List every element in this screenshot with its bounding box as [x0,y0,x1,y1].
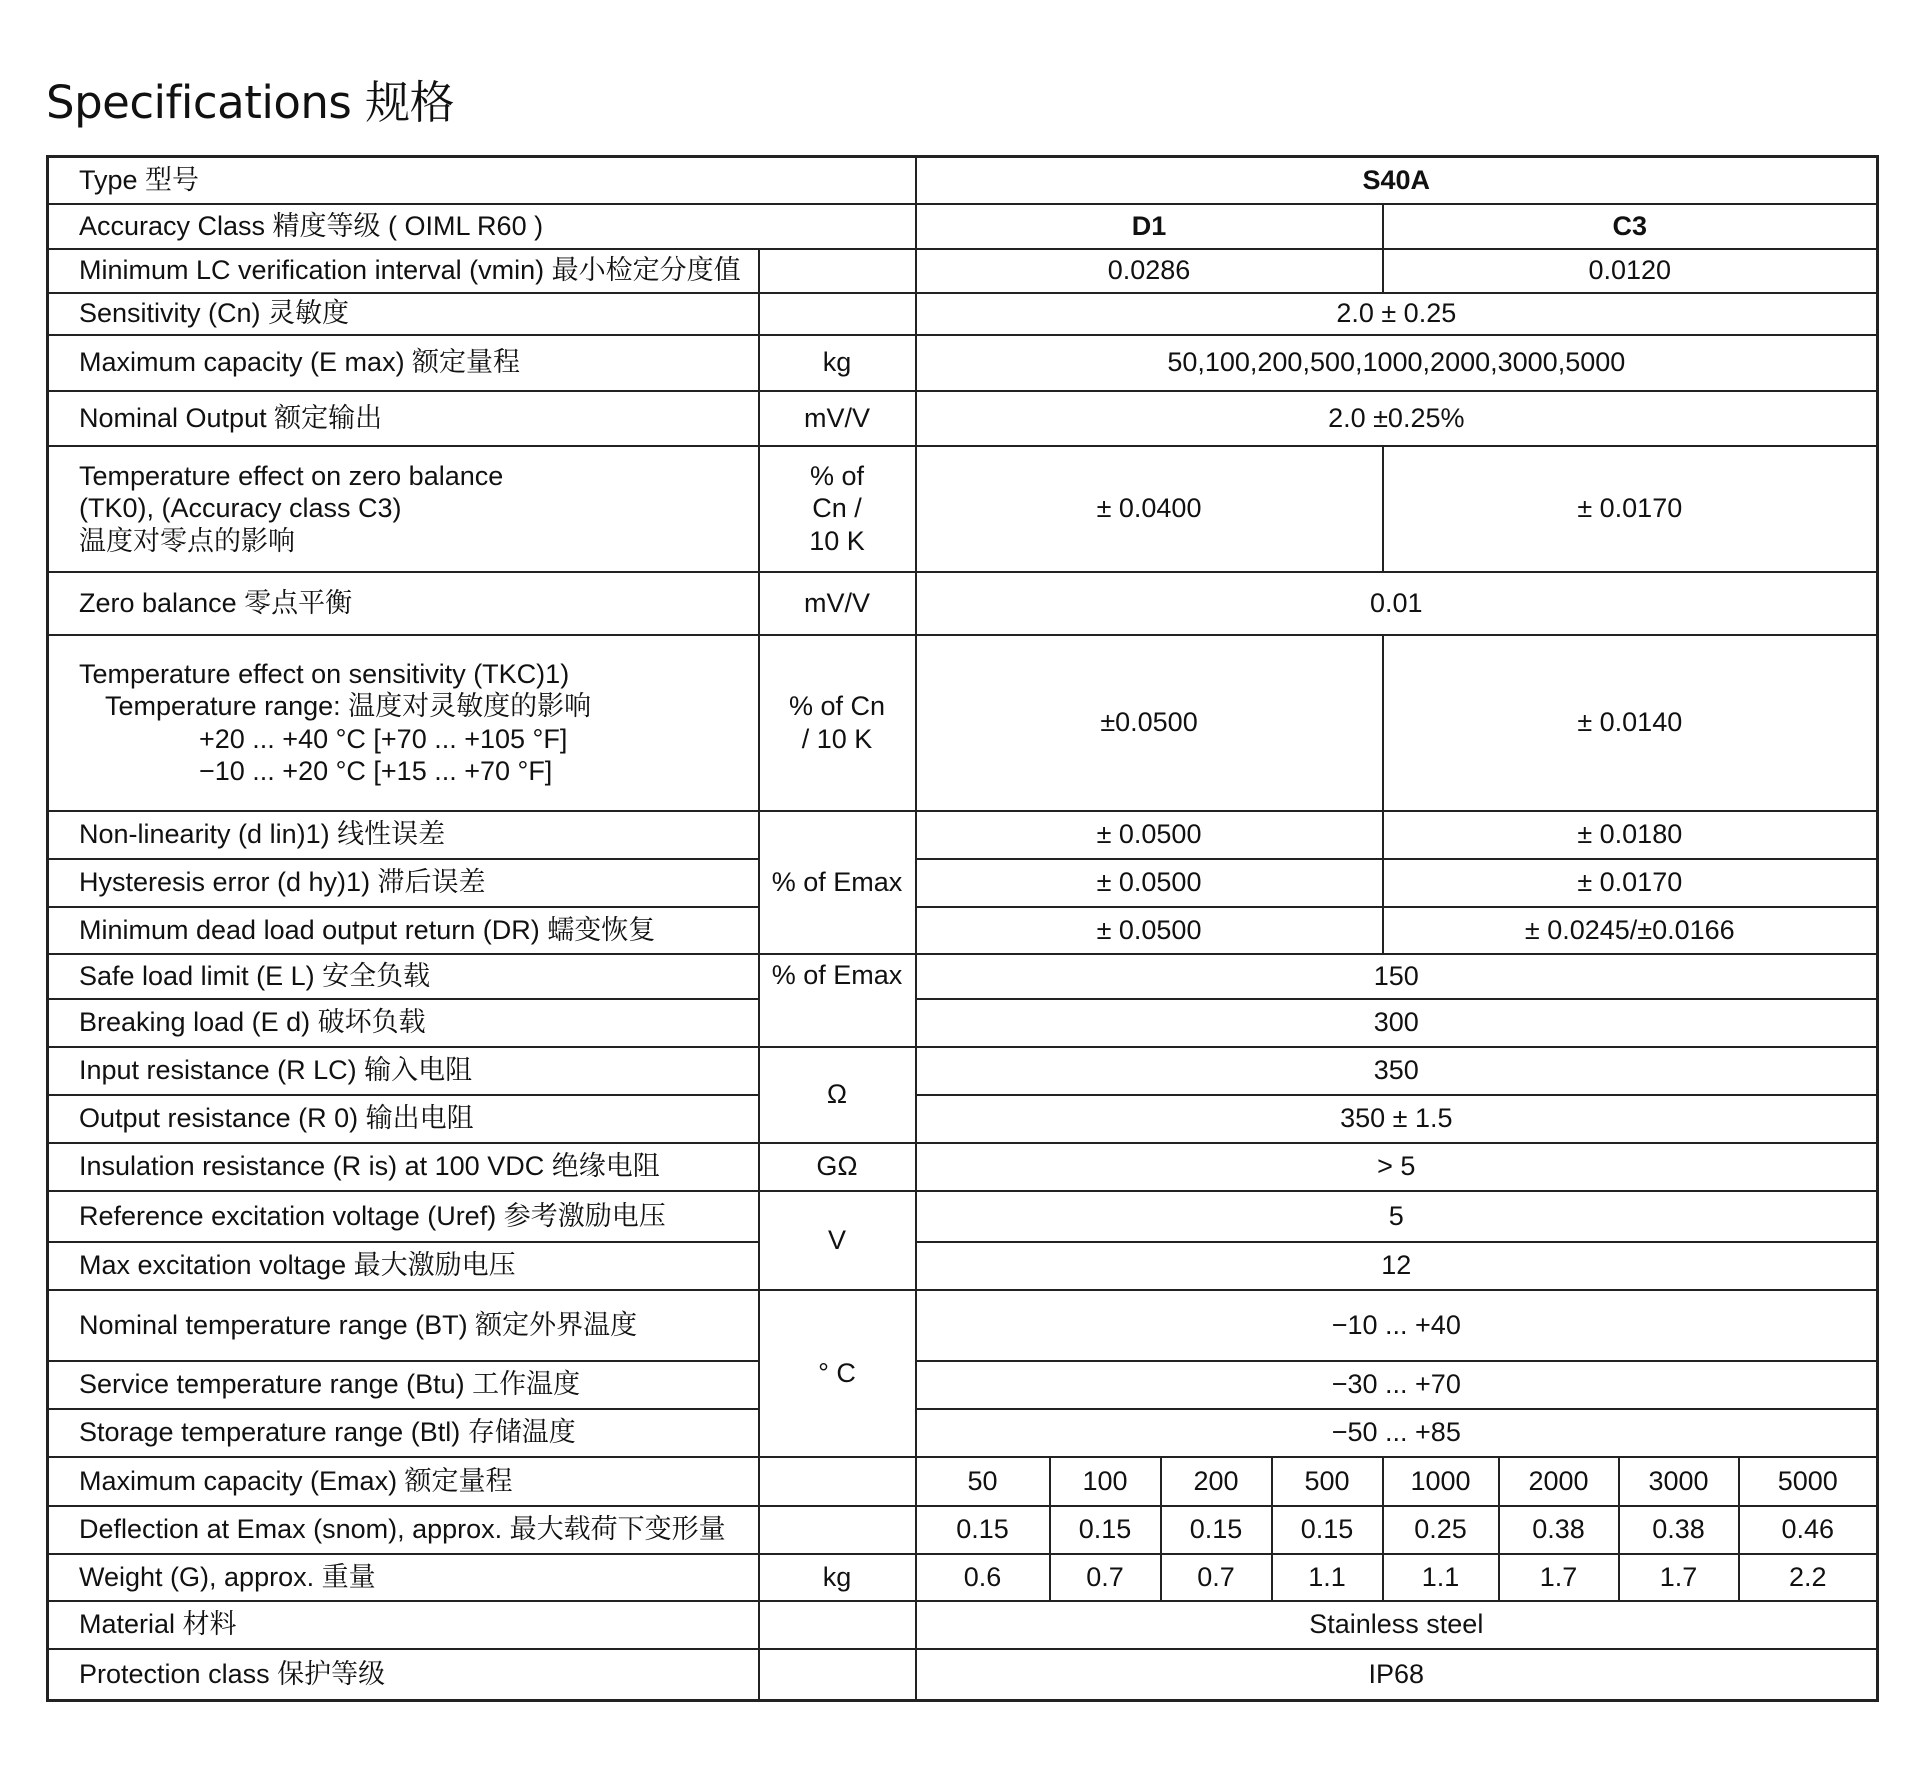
safe-value: 150 [916,954,1878,999]
table-row-material [48,1601,1878,1649]
uref-label: Reference excitation voltage (Uref) 参考激励电压 [48,1191,759,1242]
inres-label: Input resistance (R LC) 输入电阻 [48,1047,759,1095]
accuracy-d1: D1 [916,204,1383,249]
nonlin-d1: ± 0.0500 [916,811,1383,859]
table-row-nominal-output [48,391,1878,446]
defl-value: 0.38 [1619,1506,1739,1554]
break-label: Breaking load (E d) 破坏负载 [48,999,759,1047]
table-row-tk0 [48,446,1878,572]
table-row-hysteresis [48,859,1878,907]
defl-value: 0.15 [916,1506,1050,1554]
table-row-type [48,157,1878,204]
zero-balance-unit: mV/V [759,572,916,635]
table-row-service-temp [48,1361,1878,1409]
material-unit [759,1601,916,1649]
nonlin-label: Non-linearity (d lin)1) 线性误差 [48,811,759,859]
tkc-d1: ±0.0500 [916,635,1383,811]
weight-unit: kg [759,1554,916,1601]
tkc-label-line3: +20 ... +40 °C [+70 ... +105 °F] [199,723,568,754]
weight-value: 0.7 [1050,1554,1161,1601]
table-row-safe-load [48,954,1878,999]
vmin-d1: 0.0286 [916,249,1383,293]
vmin-unit [759,249,916,293]
cap-value: 1000 [1383,1457,1499,1506]
cap-unit [759,1457,916,1506]
cap-value: 200 [1161,1457,1272,1506]
maxexc-value: 12 [916,1242,1878,1290]
type-label: Type 型号 [48,157,916,204]
tkc-label-line2: Temperature range: 温度对灵敏度的影响 [105,691,592,722]
weight-value: 0.6 [916,1554,1050,1601]
insul-label: Insulation resistance (R is) at 100 VDC 绝缘电阻 [48,1143,759,1191]
defl-value: 0.15 [1272,1506,1383,1554]
tk0-label-line2: (TK0), (Accuracy class C3) [79,493,402,524]
table-row-deflection [48,1506,1878,1554]
sensitivity-label: Sensitivity (Cn) 灵敏度 [48,293,759,335]
defl-value: 0.38 [1499,1506,1619,1554]
defl-value: 0.25 [1383,1506,1499,1554]
tkc-label [48,635,759,811]
table-row-tkc [48,635,1878,811]
table-row-weight [48,1554,1878,1601]
table-row-breaking-load [48,999,1878,1047]
maxexc-label: Max excitation voltage 最大激励电压 [48,1242,759,1290]
cap-label: Maximum capacity (Emax) 额定量程 [48,1457,759,1506]
table-row-input-resistance [48,1047,1878,1095]
tkc-c3: ± 0.0140 [1383,635,1878,811]
table-row-vmin [48,249,1878,293]
cap-value: 50 [916,1457,1050,1506]
hyst-d1: ± 0.0500 [916,859,1383,907]
tkc-label-line1: Temperature effect on sensitivity (TKC)1) [79,658,570,689]
weight-value: 1.1 [1272,1554,1383,1601]
table-row-dr [48,907,1878,954]
table-row-max-capacity [48,335,1878,391]
sensitivity-unit [759,293,916,335]
break-value: 300 [916,999,1878,1047]
uref-unit: V [759,1191,916,1290]
table-row-max-excitation [48,1242,1878,1290]
tk0-d1: ± 0.0400 [916,446,1383,572]
maxcap-value: 50,100,200,500,1000,2000,3000,5000 [916,335,1878,391]
nomtemp-unit: ° C [759,1290,916,1457]
accuracy-label: Accuracy Class 精度等级 ( OIML R60 ) [48,204,916,249]
zero-balance-value: 0.01 [916,572,1878,635]
tkc-unit-line1: % of Cn [788,691,886,722]
table-row-output-resistance [48,1095,1878,1143]
stortemp-label: Storage temperature range (Btl) 存储温度 [48,1409,759,1457]
nominal-output-unit: mV/V [759,391,916,446]
servtemp-value: −30 ... +70 [916,1361,1878,1409]
nonlin-unit: % of Emax [759,811,916,954]
outres-label: Output resistance (R 0) 输出电阻 [48,1095,759,1143]
protection-unit [759,1649,916,1701]
tk0-c3: ± 0.0170 [1383,446,1878,572]
inres-unit: Ω [759,1047,916,1143]
page-title: Specifications 规格 [46,76,455,129]
outres-value: 350 ± 1.5 [916,1095,1878,1143]
nomtemp-value: −10 ... +40 [916,1290,1878,1361]
tk0-label [48,446,759,572]
tk0-unit-line1: % of [809,460,865,491]
defl-value: 0.46 [1739,1506,1878,1554]
tk0-unit-line3: 10 K [809,525,865,556]
safe-label: Safe load limit (E L) 安全负载 [48,954,759,999]
uref-value: 5 [916,1191,1878,1242]
cap-value: 500 [1272,1457,1383,1506]
defl-value: 0.15 [1050,1506,1161,1554]
table-row-zero-balance [48,572,1878,635]
safe-unit: % of Emax [759,954,916,1047]
cap-value: 2000 [1499,1457,1619,1506]
weight-value: 1.7 [1619,1554,1739,1601]
table-row-nominal-temp [48,1290,1878,1361]
nominal-output-label: Nominal Output 额定输出 [48,391,759,446]
hyst-label: Hysteresis error (d hy)1) 滞后误差 [48,859,759,907]
nominal-output-value: 2.0 ±0.25% [916,391,1878,446]
dr-d1: ± 0.0500 [916,907,1383,954]
table-row-uref [48,1191,1878,1242]
spec-table [46,155,1879,1702]
cap-value: 3000 [1619,1457,1739,1506]
weight-label: Weight (G), approx. 重量 [48,1554,759,1601]
vmin-c3: 0.0120 [1383,249,1878,293]
servtemp-label: Service temperature range (Btu) 工作温度 [48,1361,759,1409]
table-row-storage-temp [48,1409,1878,1457]
table-row-sensitivity [48,293,1878,335]
table-row-accuracy [48,204,1878,249]
material-value: Stainless steel [916,1601,1878,1649]
tk0-label-line3: 温度对零点的影响 [79,525,295,556]
hyst-c3: ± 0.0170 [1383,859,1878,907]
tkc-unit-line2: / 10 K [801,723,873,754]
maxcap-label: Maximum capacity (E max) 额定量程 [48,335,759,391]
table-row-insulation [48,1143,1878,1191]
weight-value: 1.1 [1383,1554,1499,1601]
defl-value: 0.15 [1161,1506,1272,1554]
table-row-protection [48,1649,1878,1701]
nonlin-c3: ± 0.0180 [1383,811,1878,859]
cap-value: 5000 [1739,1457,1878,1506]
cap-value: 100 [1050,1457,1161,1506]
dr-label: Minimum dead load output return (DR) 蠕变恢复 [48,907,759,954]
nomtemp-label: Nominal temperature range (BT) 额定外界温度 [48,1290,759,1361]
tk0-unit-line2: Cn / [812,493,862,524]
vmin-label: Minimum LC verification interval (vmin) 最小检定分度值 [48,249,759,293]
tkc-label-line4: −10 ... +20 °C [+15 ... +70 °F] [199,755,553,786]
weight-value: 2.2 [1739,1554,1878,1601]
type-value: S40A [916,157,1878,204]
tk0-unit [759,446,916,572]
defl-label: Deflection at Emax (snom), approx. 最大载荷下变形量 [48,1506,759,1554]
defl-unit [759,1506,916,1554]
sensitivity-value: 2.0 ± 0.25 [916,293,1878,335]
dr-c3: ± 0.0245/±0.0166 [1383,907,1878,954]
accuracy-c3: C3 [1383,204,1878,249]
maxcap-unit: kg [759,335,916,391]
table-row-capacity-list [48,1457,1878,1506]
insul-value: > 5 [916,1143,1878,1191]
zero-balance-label: Zero balance 零点平衡 [48,572,759,635]
tk0-label-line1: Temperature effect on zero balance [79,460,504,491]
weight-value: 0.7 [1161,1554,1272,1601]
insul-unit: GΩ [759,1143,916,1191]
table-row-nonlinearity [48,811,1878,859]
weight-value: 1.7 [1499,1554,1619,1601]
stortemp-value: −50 ... +85 [916,1409,1878,1457]
material-label: Material 材料 [48,1601,759,1649]
protection-value: IP68 [916,1649,1878,1701]
protection-label: Protection class 保护等级 [48,1649,759,1701]
inres-value: 350 [916,1047,1878,1095]
tkc-unit [759,635,916,811]
